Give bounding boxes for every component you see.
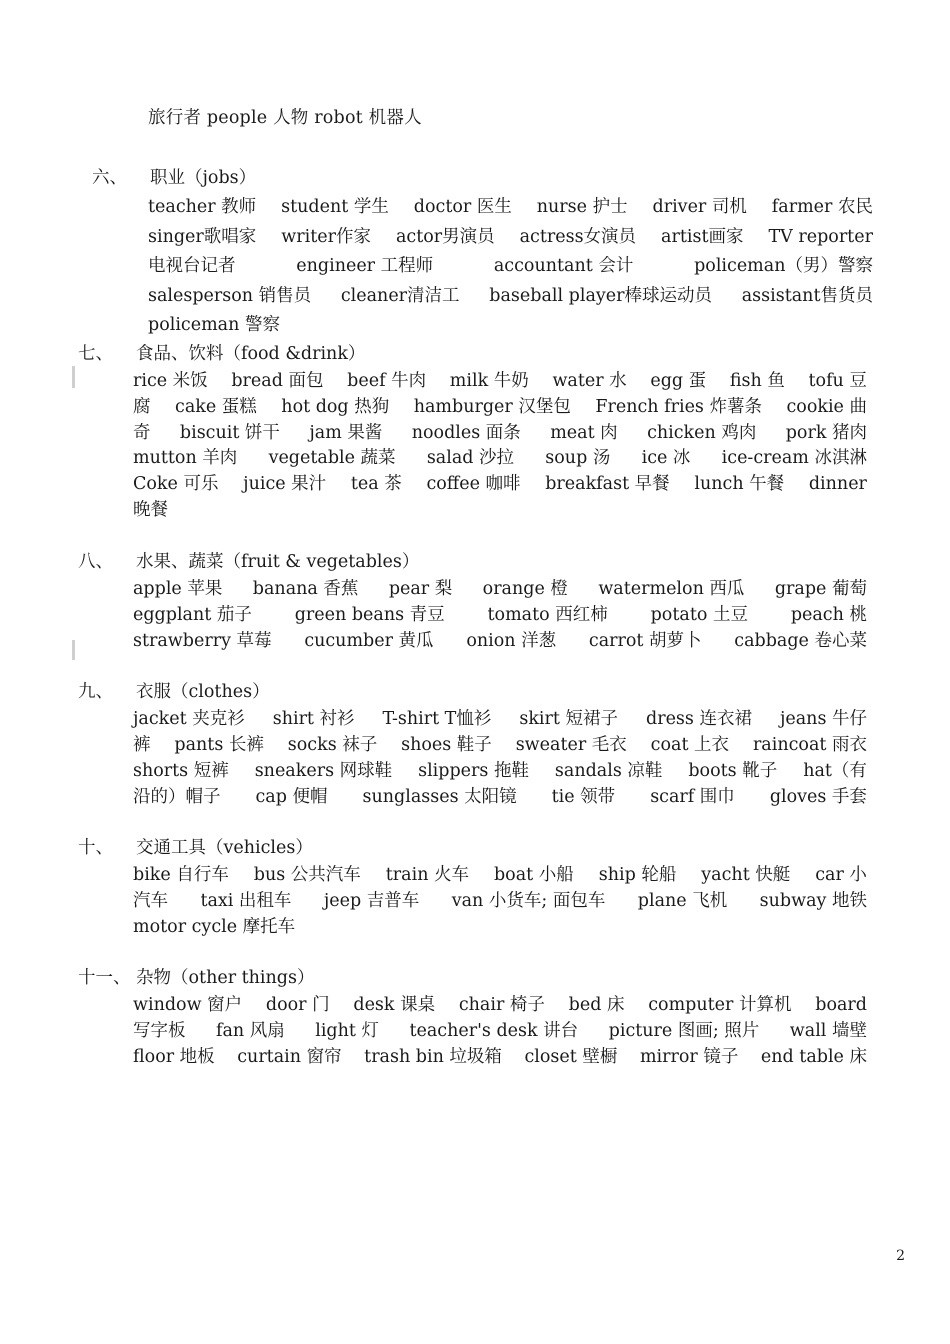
vocab-entry: van 小货车; 面包车	[451, 891, 606, 911]
vocab-entry: picture 图画; 照片	[608, 1021, 760, 1041]
vocab-row	[133, 369, 867, 393]
vocab-row	[133, 889, 867, 913]
vocab-entry: pants 长裤	[174, 735, 264, 755]
vocab-entry: jacket 夹克衫	[133, 709, 245, 729]
section-title: 职业（jobs）	[150, 168, 257, 188]
vocab-entry: curtain 窗帘	[237, 1047, 342, 1067]
section-title: 衣服（clothes）	[136, 682, 270, 702]
vocab-entry: policeman（男）警察	[694, 256, 873, 276]
vocab-row	[133, 577, 867, 601]
vocab-entry: bread 面包	[231, 371, 324, 391]
vocab-row	[133, 421, 867, 445]
vocab-entry: ice 冰	[641, 448, 691, 469]
vocab-entry: shoes 鞋子	[401, 735, 492, 755]
vocab-entry: cake 蛋糕	[175, 396, 257, 417]
vocab-entry: assistant售货员	[741, 285, 873, 306]
section-heading	[92, 166, 256, 190]
vocab-entry: Coke 可乐	[133, 474, 219, 495]
vocab-entry: boat 小船	[493, 865, 574, 885]
vocab-entry: mutton 羊肉	[133, 448, 238, 469]
vocab-entry: ice-cream 冰淇淋	[721, 448, 867, 469]
section-heading	[78, 836, 313, 860]
vocab-entry: rice 米饭	[133, 371, 208, 391]
vocab-entry: doctor 医生	[413, 197, 512, 217]
vocab-entry: window 窗户	[133, 995, 243, 1015]
vocab-entry: peach 桃	[790, 605, 867, 625]
vocab-entry: nurse 护士	[536, 197, 628, 217]
section-number: 八、	[78, 552, 113, 572]
vocab-entry: milk 牛奶	[449, 371, 529, 391]
vocab-row	[133, 863, 867, 887]
vocab-entry: teacher 教师	[148, 197, 257, 217]
vocab-entry: fish 鱼	[729, 371, 785, 391]
vocab-entry: floor 地板	[133, 1047, 215, 1067]
vocab-entry: mirror 镜子	[639, 1047, 739, 1067]
vocab-entry: shorts 短裤	[133, 761, 229, 781]
vocab-entry: egg 蛋	[650, 371, 707, 391]
vocab-entry: pork 猪肉	[785, 422, 867, 443]
vocab-entry: dress 连衣裙	[646, 709, 752, 729]
section-number: 七、	[78, 344, 113, 364]
vocab-entry: T-shirt T恤衫	[382, 709, 492, 729]
vocab-entry: hot dog 热狗	[281, 396, 390, 417]
vocab-entry: bike 自行车	[133, 865, 229, 885]
vocab-entry: policeman 警察	[148, 315, 280, 335]
vocab-entry: yacht 快艇	[701, 865, 791, 885]
vocab-entry: sandals 凉鞋	[554, 761, 663, 781]
section-number: 九、	[78, 682, 113, 702]
vocab-entry: baseball player棒球运动员	[489, 285, 712, 306]
vocab-row	[148, 284, 873, 308]
section-number: 十、	[78, 838, 113, 858]
vocab-row	[133, 472, 867, 496]
vocab-entry: end table 床	[760, 1047, 867, 1067]
page-number: 2	[896, 1248, 905, 1264]
vocab-entry: jeep 吉普车	[323, 891, 420, 911]
section-number: 十一、	[78, 968, 131, 988]
vocab-entry: 奇	[133, 422, 151, 443]
vocab-entry: noodles 面条	[411, 422, 521, 443]
vocab-entry: trash bin 垃圾箱	[364, 1047, 502, 1067]
vocab-entry: 晚餐	[133, 500, 168, 520]
vocab-entry: ship 轮船	[598, 865, 677, 885]
vocab-entry: hat（有	[803, 761, 867, 781]
vocab-row	[133, 785, 867, 809]
vocab-entry: French fries 炸薯条	[595, 396, 762, 417]
section-heading	[78, 342, 365, 366]
vocab-row	[148, 195, 873, 219]
vocab-row	[133, 915, 295, 939]
vocab-row	[133, 629, 867, 653]
vocab-entry: artist画家	[661, 226, 744, 247]
section-title: 食品、饮料（food &drink）	[136, 344, 366, 364]
vocab-entry: orange 橙	[482, 579, 568, 599]
vocab-entry: chair 椅子	[458, 995, 545, 1015]
vocab-entry: tomato 西红柿	[487, 605, 608, 625]
vocab-entry: cookie 曲	[786, 396, 867, 417]
section-title: 水果、蔬菜（fruit & vegetables）	[136, 552, 420, 572]
section-title: 交通工具（vehicles）	[136, 838, 313, 858]
vocab-row	[148, 254, 873, 278]
section-number: 六、	[92, 168, 127, 188]
vocab-entry: subway 地铁	[759, 891, 867, 911]
vocab-entry: closet 壁橱	[524, 1047, 618, 1067]
section-heading	[78, 680, 270, 704]
vocab-entry: board	[815, 995, 867, 1015]
scan-margin-mark	[72, 640, 75, 660]
vocab-row	[133, 446, 867, 470]
vocab-entry: desk 课桌	[353, 995, 436, 1015]
vocab-entry: 沿的）帽子	[133, 787, 221, 807]
vocab-entry: tofu 豆	[808, 371, 867, 391]
vocab-row	[133, 1019, 867, 1043]
vocab-entry: sunglasses 太阳镜	[362, 787, 517, 807]
vocab-entry: jam 果酱	[309, 422, 383, 443]
vocab-row	[133, 733, 867, 757]
vocab-entry: socks 袜子	[287, 735, 378, 755]
vocab-entry: vegetable 蔬菜	[268, 448, 396, 469]
vocab-entry: potato 土豆	[650, 605, 748, 625]
vocab-entry: singer歌唱家	[148, 226, 257, 247]
vocab-entry: writer作家	[281, 226, 371, 247]
vocab-entry: jeans 牛仔	[779, 709, 867, 729]
vocab-entry: lunch 午餐	[694, 474, 785, 495]
vocab-row	[133, 1045, 867, 1069]
vocab-entry: computer 计算机	[648, 995, 792, 1015]
vocab-entry: 汽车	[133, 891, 168, 911]
vocab-entry: TV reporter	[768, 226, 873, 247]
vocab-entry: watermelon 西瓜	[598, 579, 745, 599]
vocab-entry: biscuit 饼干	[179, 422, 280, 443]
vocab-entry: breakfast 早餐	[545, 474, 670, 495]
vocab-entry: gloves 手套	[769, 787, 867, 807]
vocab-entry: taxi 出租车	[200, 891, 292, 911]
vocab-entry: 腐	[133, 396, 151, 417]
vocab-entry: motor cycle 摩托车	[133, 917, 296, 937]
vocab-entry: carrot 胡萝卜	[588, 631, 702, 651]
vocab-entry: bus 公共汽车	[253, 865, 361, 885]
vocab-entry: 写字板	[133, 1021, 186, 1041]
vocab-entry: actress女演员	[519, 226, 637, 247]
vocab-entry: actor男演员	[395, 226, 495, 247]
section-title: 杂物（other things）	[136, 968, 315, 988]
vocab-entry: cabbage 卷心菜	[734, 631, 867, 651]
vocab-entry: hamburger 汉堡包	[413, 396, 571, 417]
vocab-entry: skirt 短裙子	[519, 709, 618, 729]
vocab-row	[148, 225, 873, 249]
vocab-entry: door 门	[265, 995, 330, 1015]
vocab-entry: light 灯	[315, 1021, 379, 1041]
vocab-entry: soup 汤	[545, 448, 611, 469]
scan-margin-mark	[72, 366, 75, 388]
vocab-entry: slippers 拖鞋	[418, 761, 529, 781]
vocab-entry: wall 墙壁	[789, 1021, 867, 1041]
vocab-entry: plane 飞机	[637, 891, 728, 911]
section-heading	[78, 550, 419, 574]
vocab-entry: car 小	[815, 865, 867, 885]
vocab-entry: raincoat 雨衣	[752, 735, 867, 755]
vocab-entry: teacher's desk 讲台	[409, 1021, 579, 1041]
vocab-entry: coffee 咖啡	[426, 474, 521, 495]
vocab-entry: sneakers 网球鞋	[254, 761, 393, 781]
vocab-row	[133, 395, 867, 419]
vocab-entry: water 水	[552, 371, 627, 391]
vocab-entry: cap 便帽	[255, 787, 328, 807]
vocab-entry: student 学生	[281, 197, 389, 217]
vocab-entry: meat 肉	[550, 422, 618, 443]
intro-line: 旅行者 people 人物 robot 机器人	[148, 108, 422, 128]
vocab-entry: chicken 鸡肉	[647, 422, 757, 443]
vocab-entry: salad 沙拉	[426, 448, 515, 469]
vocab-entry: banana 香蕉	[252, 579, 359, 599]
vocab-entry: fan 风扇	[215, 1021, 285, 1041]
vocab-entry: sweater 毛衣	[515, 735, 627, 755]
vocab-entry: farmer 农民	[771, 197, 873, 217]
vocab-entry: tea 茶	[350, 474, 402, 495]
vocab-entry: salesperson 销售员	[148, 285, 312, 306]
vocab-entry: juice 果汁	[243, 474, 327, 495]
vocab-entry: 裤	[133, 735, 151, 755]
vocab-row	[148, 313, 280, 337]
vocab-entry: eggplant 茄子	[133, 605, 252, 625]
vocab-entry: tie 领带	[551, 787, 616, 807]
vocab-row	[133, 707, 867, 731]
section-heading	[78, 966, 314, 990]
vocab-entry: driver 司机	[652, 197, 747, 217]
vocab-entry: coat 上衣	[650, 735, 730, 755]
vocab-entry: apple 苹果	[133, 579, 223, 599]
vocab-entry: green beans 青豆	[294, 605, 445, 625]
vocab-entry: cucumber 黄瓜	[304, 631, 434, 651]
vocab-entry: 电视台记者	[148, 256, 236, 276]
vocab-row	[133, 603, 867, 627]
vocab-entry: accountant 会计	[493, 256, 634, 276]
vocab-entry: onion 洋葱	[466, 631, 557, 651]
vocab-entry: strawberry 草莓	[133, 631, 272, 651]
vocab-entry: grape 葡萄	[774, 579, 867, 599]
vocab-entry: bed 床	[568, 995, 625, 1015]
vocab-entry: scarf 围巾	[650, 787, 735, 807]
vocab-row	[133, 498, 168, 522]
vocab-entry: dinner	[808, 474, 867, 495]
vocab-entry: shirt 衬衫	[272, 709, 355, 729]
vocab-entry: beef 牛肉	[347, 371, 427, 391]
vocab-entry: pear 梨	[388, 579, 453, 599]
vocab-row	[133, 993, 867, 1017]
vocab-entry: train 火车	[385, 865, 470, 885]
vocab-entry: engineer 工程师	[296, 256, 434, 276]
vocab-entry: boots 靴子	[688, 761, 778, 781]
vocab-row	[133, 759, 867, 783]
vocab-entry: cleaner清洁工	[340, 285, 460, 306]
